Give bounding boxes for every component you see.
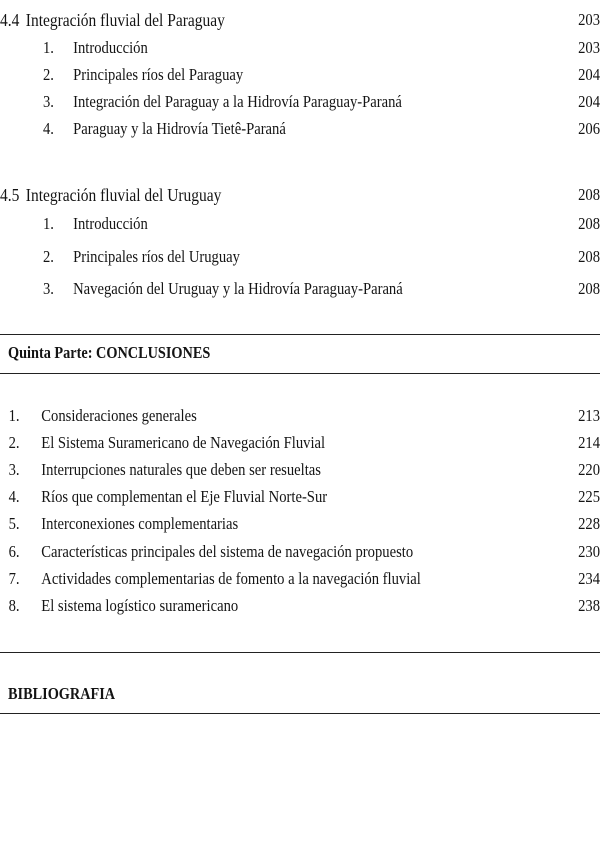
toc-section-4-5[interactable] [0,183,516,207]
toc-entry[interactable] [0,540,516,564]
entry-title: Consideraciones generales [41,406,197,425]
divider-rule [0,652,600,653]
entry-title: Paraguay y la Hidrovía Tietê-Paraná [73,119,286,138]
entry-number: 5. [8,514,20,533]
divider-rule [0,713,600,714]
toc-entry[interactable] [0,404,516,428]
toc-entry[interactable] [0,567,516,591]
toc-entry[interactable] [0,117,516,141]
toc-entry[interactable] [0,594,516,618]
entry-number: 7. [8,569,20,588]
entry-page-number: 230 [578,542,600,561]
bibliography-heading[interactable]: BIBLIOGRAFIA [8,684,116,703]
entry-number: 3. [43,279,54,298]
toc-entry[interactable] [0,212,516,236]
entry-page-number: 220 [578,460,600,479]
entry-page-number: 213 [578,406,600,425]
entry-number: 1. [43,214,54,233]
section-number: 4.4 [0,10,20,30]
entry-number: 8. [8,596,20,615]
entry-page-number: 206 [578,119,600,138]
entry-number: 1. [8,406,20,425]
section-title: Integración fluvial del Paraguay [25,10,225,30]
entry-title: Interconexiones complementarias [41,514,239,533]
toc-entry[interactable] [0,277,516,301]
entry-page-number: 208 [578,279,600,298]
entry-number: 6. [8,542,20,561]
entry-title: Principales ríos del Paraguay [73,65,244,84]
entry-page-number: 225 [578,487,600,506]
section-page-number: 203 [578,10,600,29]
toc-entry[interactable] [0,458,516,482]
entry-title: Navegación del Uruguay y la Hidrovía Paraguay-Paraná [73,279,403,298]
entry-page-number: 208 [578,247,600,266]
entry-title: Introducción [73,214,148,233]
entry-page-number: 228 [578,514,600,533]
divider-rule [0,334,600,335]
divider-rule [0,373,600,374]
section-page-number: 208 [578,185,600,204]
toc-entry[interactable] [0,63,516,87]
toc-entry[interactable] [0,245,516,269]
entry-number: 3. [43,92,54,111]
toc-entry[interactable] [0,36,516,60]
entry-number: 4. [43,119,54,138]
section-number: 4.5 [0,185,20,205]
entry-number: 4. [8,487,20,506]
entry-page-number: 208 [578,214,600,233]
section-title: Integración fluvial del Uruguay [25,185,222,205]
entry-number: 2. [8,433,20,452]
entry-title: El Sistema Suramericano de Navegación Fluvial [41,433,326,452]
toc-entry[interactable] [0,431,516,455]
entry-page-number: 204 [578,65,600,84]
toc-section-4-4[interactable] [0,8,516,32]
entry-title: Integración del Paraguay a la Hidrovía Paraguay-Paraná [73,92,402,111]
entry-title: Características principales del sistema de navegación propuesto [41,542,414,561]
part-heading[interactable]: Quinta Parte: CONCLUSIONES [8,343,211,362]
entry-page-number: 238 [578,596,600,615]
entry-title: El sistema logístico suramericano [41,596,239,615]
entry-title: Introducción [73,38,148,57]
entry-page-number: 204 [578,92,600,111]
entry-number: 2. [43,247,54,266]
entry-title: Principales ríos del Uruguay [73,247,240,266]
toc-entry[interactable] [0,512,516,536]
entry-title: Interrupciones naturales que deben ser resueltas [41,460,321,479]
entry-title: Actividades complementarias de fomento a la navegación fluvial [41,569,421,588]
entry-title: Ríos que complementan el Eje Fluvial Norte-Sur [41,487,328,506]
entry-page-number: 234 [578,569,600,588]
toc-entry[interactable] [0,485,516,509]
entry-number: 3. [8,460,20,479]
entry-page-number: 203 [578,38,600,57]
toc-entry[interactable] [0,90,516,114]
entry-number: 1. [43,38,54,57]
entry-page-number: 214 [578,433,600,452]
entry-number: 2. [43,65,54,84]
